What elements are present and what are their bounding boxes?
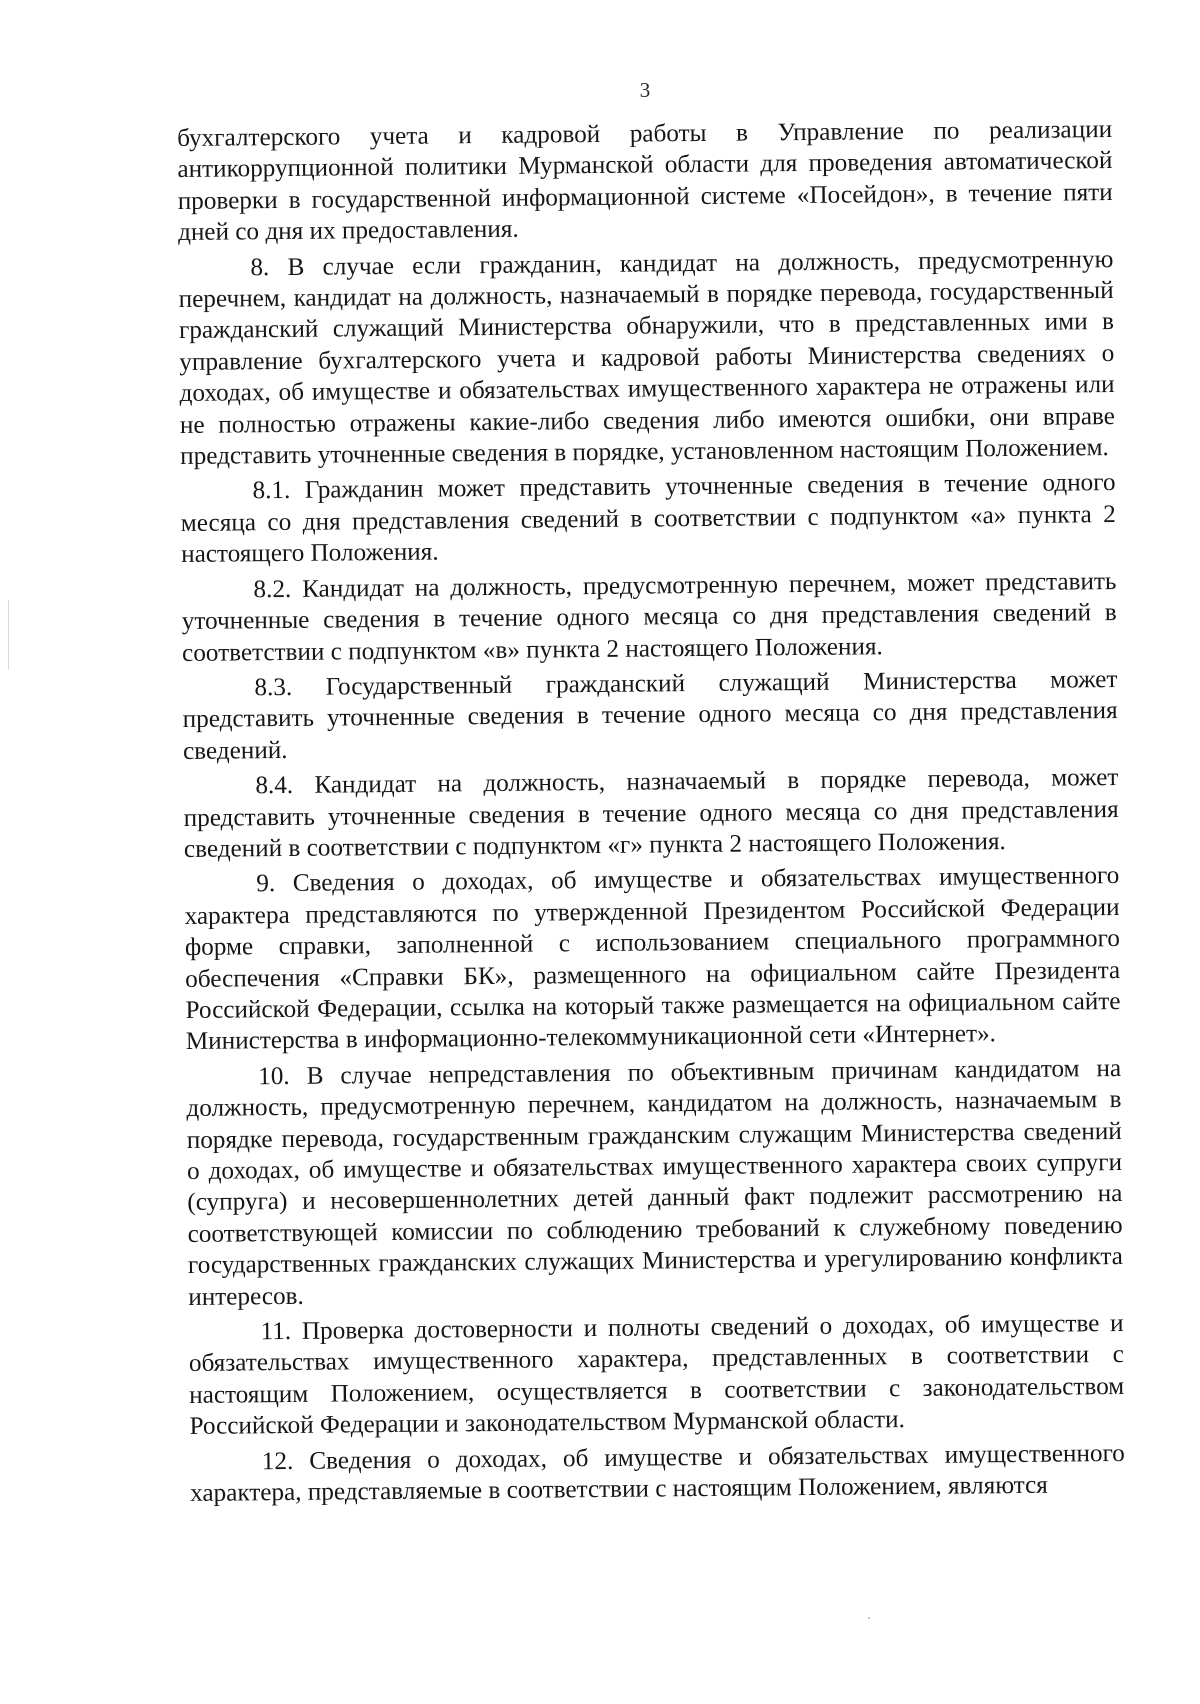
page-number: 3 — [639, 78, 651, 102]
paragraph-8-3: 8.3. Государственный гражданский служащий Министерства может представить уточненные сведения в течение одного месяца со дня представления сведений. — [182, 665, 1118, 765]
paragraph-8-4: 8.4. Кандидат на должность, назначаемый в порядке перевода, может представить уточненные сведения в течение одного месяца со дня представления сведений в соответствии с подпунктом «г» пункта 2 настоящего Положения. — [183, 764, 1119, 863]
body-text — [177, 114, 1125, 1509]
paragraph-11: 11. Проверка достоверности и полноты сведений о доходах, об имуществе и обязательствах имущественного характера, представленных в соответствии с настоящим Положением, осуществляется в соответствии с законодательством Российской Федерации и законодательством Мурманской области. — [188, 1310, 1125, 1441]
paragraph-10: 10. В случае непредставления по объективным причинам кандидатом на должность, предусмотренную перечнем, кандидатом на должность, назначаемым в порядке перевода, государственным гражданским служащим Министерства сведений о доходах, об имуществе и обязательствах имущественного характера своих супруги (супруга) и несовершеннолетних детей данный факт подлежит рассмотрению на соответствующей комиссии по соблюдению требований к служебному поведению государственных гражданских служащих Министерства и урегулированию конфликта интересов. — [186, 1054, 1124, 1311]
scan-margin-mark — [8, 600, 9, 670]
paragraph-9: 9. Сведения о доходах, об имуществе и обязательствах имущественного характера представляются по утвержденной Президентом Российской Федерации форме справки, заполненной с использованием специального программного обеспечения «Справки БК», размещенного на официальном сайте Президента Российской Федерации, ссылка на который также размещается на официальном сайте Министерства в информационно-телекоммуникационной сети «Интернет». — [184, 862, 1121, 1056]
paragraph-8-1: 8.1. Гражданин может представить уточненные сведения в течение одного месяца со дня представления сведений в соответствии с подпунктом «а» пункта 2 настоящего Положения. — [180, 469, 1116, 569]
paragraph-8-2: 8.2. Кандидат на должность, предусмотренную перечнем, может представить уточненные сведения в течение одного месяца со дня представления сведений в соответствии с подпунктом «в» пункта 2 настоящего Положения. — [181, 567, 1117, 667]
paragraph-continuation: бухгалтерского учета и кадровой работы в Управление по реализации антикоррупционной политики Мурманской области для проведения автоматической проверки в государственной информационной системе «Посейдон», в течение пяти дней со дня их предоставления. — [177, 116, 1113, 247]
paragraph-12: 12. Сведения о доходах, об имуществе и обязательствах имущественного характера, представляемые в соответствии с настоящим Положением, являются — [190, 1439, 1125, 1507]
paragraph-8: 8. В случае если гражданин, кандидат на должность, предусмотренную перечнем, кандидат на должность, назначаемый в порядке перевода, государственный гражданский служащий Министерства обнаружили, что в представленных ими в управление бухгалтерского учета и кадровой работы Министерства сведениях о доходах, об имуществе и обязательствах имущественного характера не отражены или не полностью отражены какие-либо сведения либо имеются ошибки, они вправе представить уточненные сведения в порядке, установленном настоящим Положением. — [178, 245, 1115, 471]
scan-speck — [868, 1617, 870, 1619]
